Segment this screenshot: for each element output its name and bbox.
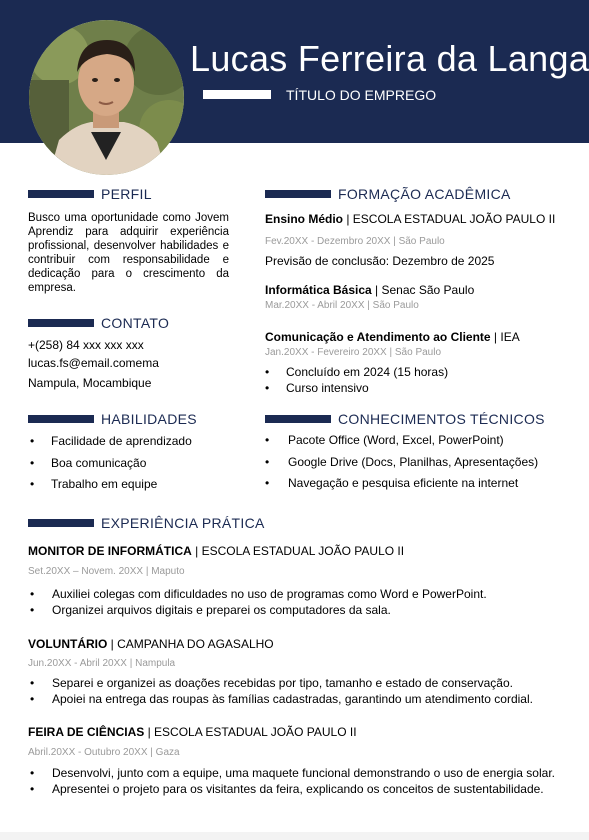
- experience-entry-dates: Jun.20XX - Abril 20XX | Nampula: [28, 658, 176, 669]
- heading-bar: [28, 519, 94, 527]
- skills-heading-label: HABILIDADES: [101, 410, 197, 427]
- skill-item: • Facilidade de aprendizado: [30, 434, 192, 448]
- education-entry-dates: Fev.20XX - Dezembro 20XX | São Paulo: [265, 236, 445, 247]
- education-heading-label: FORMAÇÃO ACADÊMICA: [338, 185, 511, 202]
- education-heading: [265, 185, 511, 203]
- experience-bullet: • Apresentei o projeto para os visitantes da feira, explicando os conceitos de sustentabilidade.: [30, 782, 544, 796]
- tech-heading: [265, 410, 545, 428]
- page-bottom-edge: [0, 832, 589, 840]
- skill-item: • Boa comunicação: [30, 456, 147, 470]
- heading-bar: [265, 190, 331, 198]
- skill-item: • Trabalho em equipe: [30, 477, 158, 491]
- experience-bullet: • Apoiei na entrega das roupas às famílias cadastradas, garantindo um atendimento cordial.: [30, 692, 533, 706]
- experience-heading: [28, 514, 265, 532]
- title-accent-bar: [203, 90, 271, 99]
- experience-bullet: • Separei e organizei as doações recebidas por tipo, tamanho e estado de conservação.: [30, 676, 513, 690]
- tech-item: • Navegação e pesquisa eficiente na internet: [265, 476, 519, 490]
- experience-bullet: • Auxiliei colegas com dificuldades no uso de programas como Word e PowerPoint.: [30, 587, 487, 601]
- skills-heading: [28, 410, 197, 428]
- education-entry-title: Comunicação e Atendimento ao Cliente | IEA: [265, 330, 520, 344]
- heading-bar: [265, 415, 331, 423]
- experience-entry-title: VOLUNTÁRIO | CAMPANHA DO AGASALHO: [28, 637, 274, 651]
- education-bullet: • Curso intensivo: [265, 381, 369, 395]
- candidate-name: Lucas Ferreira da Langa: [190, 38, 589, 79]
- education-entry-title: Informática Básica | Senac São Paulo: [265, 283, 475, 297]
- tech-item: • Pacote Office (Word, Excel, PowerPoint): [265, 433, 504, 447]
- education-entry-dates: Jan.20XX - Fevereiro 20XX | São Paulo: [265, 347, 442, 358]
- education-entry-note: Previsão de conclusão: Dezembro de 2025: [265, 254, 495, 268]
- education-entry-dates: Mar.20XX - Abril 20XX | São Paulo: [265, 300, 419, 311]
- experience-heading-label: EXPERIÊNCIA PRÁTICA: [101, 514, 265, 531]
- contact-heading-label: CONTATO: [101, 314, 170, 331]
- tech-heading-label: CONHECIMENTOS TÉCNICOS: [338, 410, 545, 427]
- profile-heading: [28, 185, 152, 203]
- experience-bullet: • Desenvolvi, junto com a equipe, uma maquete funcional demonstrando o uso de energia solar.: [30, 766, 555, 780]
- heading-bar: [28, 415, 94, 423]
- job-title: TÍTULO DO EMPREGO: [286, 87, 437, 103]
- experience-entry-title: FEIRA DE CIÊNCIAS | ESCOLA ESTADUAL JOÃO PAULO II: [28, 725, 357, 739]
- profile-photo: [29, 20, 184, 175]
- experience-entry-title: MONITOR DE INFORMÁTICA | ESCOLA ESTADUAL JOÃO PAULO II: [28, 544, 405, 558]
- profile-text: Busco uma oportunidade como Jovem Aprendiz para adquirir experiência profissional, desenvolver habilidades e contribuir com responsabilidade e dedicação para o crescimento da empresa.: [28, 212, 229, 294]
- profile-heading-label: PERFIL: [101, 185, 152, 202]
- contact-heading: [28, 314, 169, 332]
- experience-entry-dates: Abril.20XX - Outubro 20XX | Gaza: [28, 747, 180, 758]
- heading-bar: [28, 190, 94, 198]
- education-bullet: • Concluído em 2024 (15 horas): [265, 365, 449, 379]
- contact-email[interactable]: lucas.fs@email.comema: [28, 356, 159, 370]
- contact-phone: +(258) 84 xxx xxx xxx: [28, 338, 144, 352]
- tech-item: • Google Drive (Docs, Planilhas, Apresentações): [265, 455, 539, 469]
- contact-location: Nampula, Mocambique: [28, 376, 152, 390]
- education-entry-title: Ensino Médio | ESCOLA ESTADUAL JOÃO PAULO II: [265, 212, 556, 226]
- experience-entry-dates: Set.20XX – Novem. 20XX | Maputo: [28, 566, 185, 577]
- experience-bullet: • Organizei arquivos digitais e preparei os computadores da sala.: [30, 603, 391, 617]
- heading-bar: [28, 319, 94, 327]
